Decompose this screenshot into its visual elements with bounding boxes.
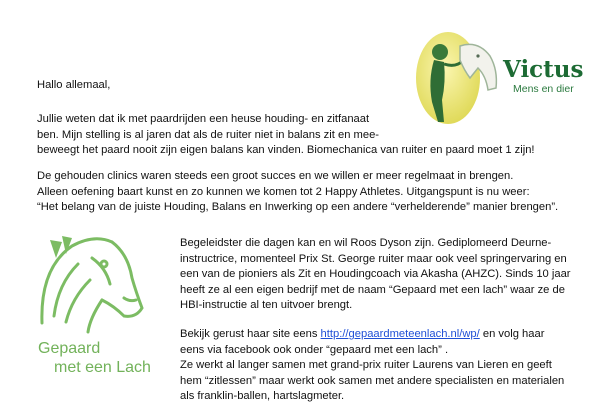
text-line: HBI-instructie al ten uitvoer brengt. xyxy=(180,299,353,312)
link-suffix: en volg haar xyxy=(479,328,545,340)
text-line: Begeleidster die dagen kan en wil Roos Dyson zijn. Gediplomeerd Deurne- xyxy=(180,237,552,249)
website-link[interactable]: http://gepaardmeteenlach.nl/wp/ xyxy=(320,328,480,340)
text-line: eens via facebook ook onder “gepaard met een lach” . xyxy=(180,343,449,356)
gepaard-horse-head-icon xyxy=(32,228,162,338)
gepaard-logo-line1: Gepaard xyxy=(38,340,101,357)
text-line: hem “zitlessen” maar werkt ook samen met andere specialisten en materialen xyxy=(180,374,565,387)
text-line: een van de pioniers als Zit en Houdingcoach via Akasha (AHZC). Sinds 10 jaar xyxy=(180,268,571,281)
text-line: De gehouden clinics waren steeds een groot succes en we willen er meer regelmaat in brengen. xyxy=(37,170,514,182)
text-line: Alleen oefening baart kunst en zo kunnen we komen tot 2 Happy Athletes. Uitgangspunt is nu weer: xyxy=(37,185,530,198)
text-line: ben. Mijn stelling is al jaren dat als de ruiter niet in balans zit en mee- xyxy=(37,128,380,141)
text-line: heeft ze al een eigen bedrijf met de naam “Gepaard met een lach” waar ze de xyxy=(180,283,565,296)
paragraph-clinics xyxy=(37,169,558,216)
paragraph-intro xyxy=(37,112,535,159)
paragraph-instructor xyxy=(180,236,571,314)
text-line: beweegt het paard nooit zijn eigen balans kan vinden. Biomechanica van ruiter en paard moet 1 zijn! xyxy=(37,144,535,157)
text-line: Ze werkt al langer samen met grand-prix ruiter Laurens van Lieren en geeft xyxy=(180,359,552,372)
victus-logo-name: Victus xyxy=(503,56,584,83)
greeting: Hallo allemaal, xyxy=(37,79,111,91)
text-line xyxy=(180,327,564,343)
text-line: instructrice, momenteel Prix St. George ruiter maar ook veel springervaring en xyxy=(180,252,567,265)
link-prefix: Bekijk gerust haar site eens xyxy=(180,328,321,340)
text-line: Jullie weten dat ik met paardrijden een heuse houding- en zitfanaat xyxy=(37,113,370,125)
gepaard-logo-line2: met een Lach xyxy=(54,359,151,376)
text-line: “Het belang van de juiste Houding, Balans en Inwerking op een andere “verhelderende” manier brengen”. xyxy=(37,201,559,214)
victus-logo-tagline: Mens en dier xyxy=(513,83,574,95)
text-line: als franklin-ballen, hartslagmeter. xyxy=(180,390,345,403)
paragraph-website xyxy=(180,327,564,405)
